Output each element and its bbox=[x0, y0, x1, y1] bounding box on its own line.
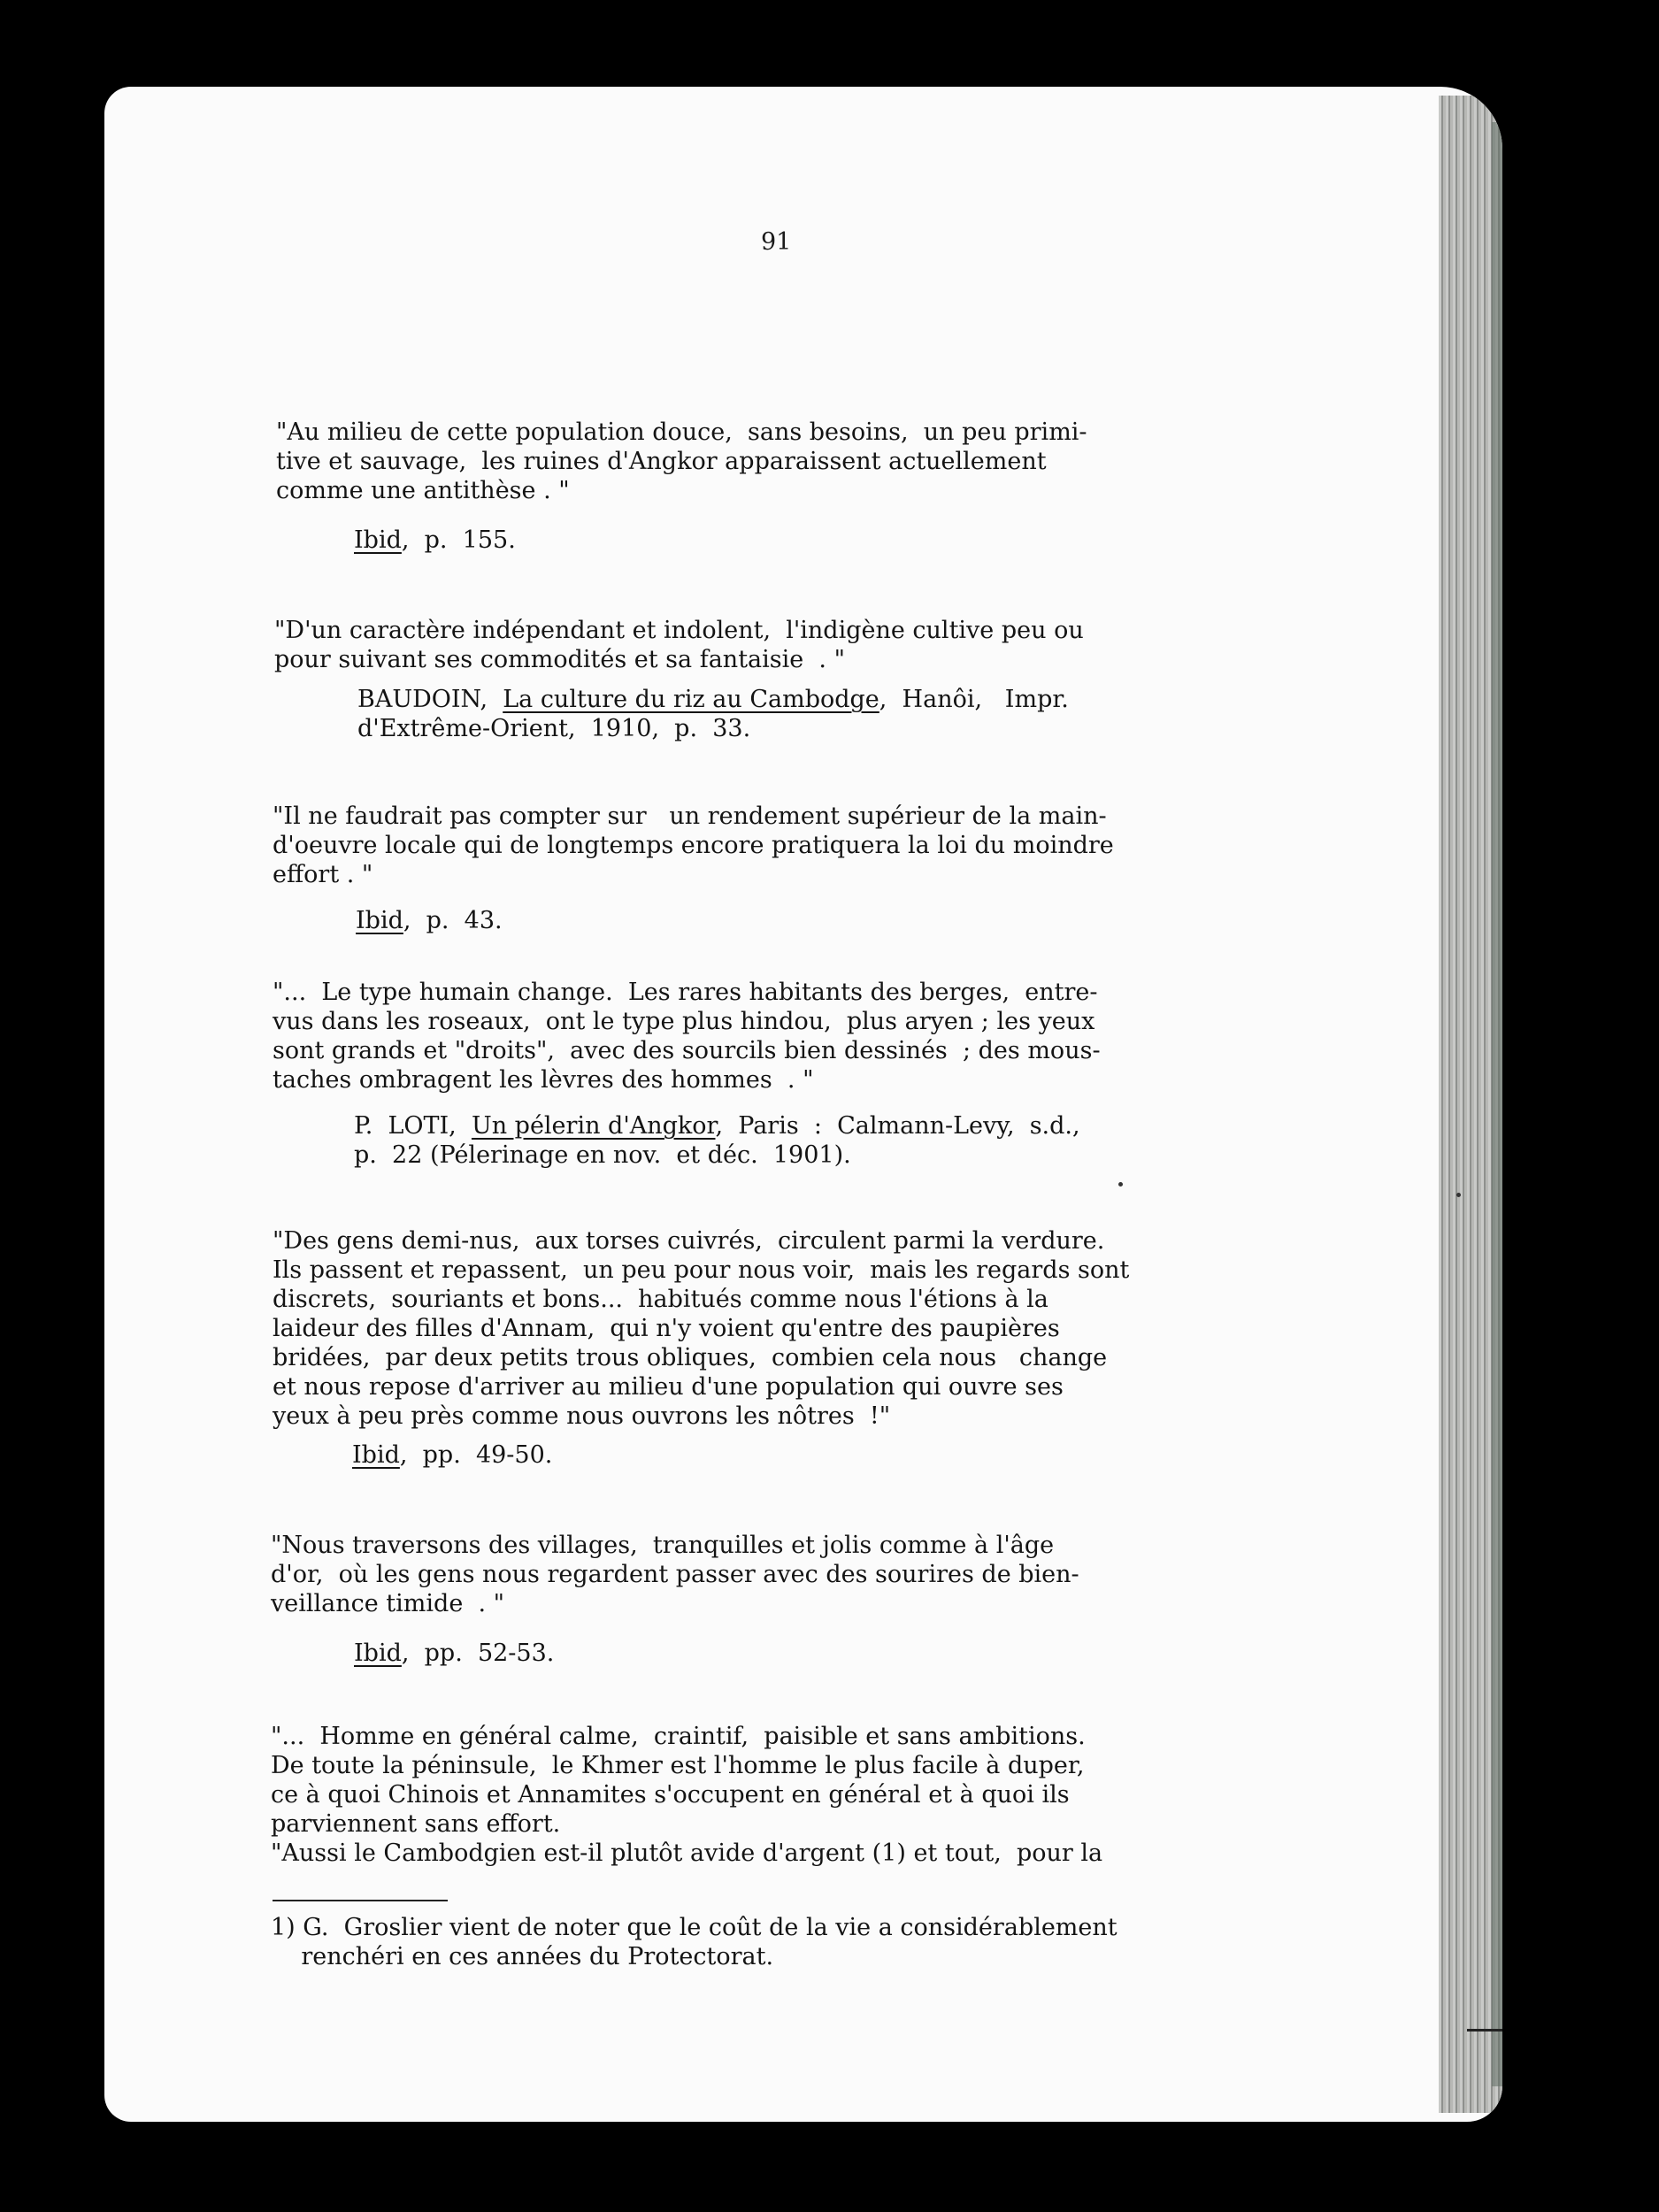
quotation-line: parviennent sans effort. bbox=[271, 1810, 561, 1838]
citation-author: BAUDOIN, bbox=[357, 686, 503, 713]
citation-line bbox=[357, 714, 1069, 743]
footnote-line: renchéri en ces années du Protectorat. bbox=[271, 1943, 774, 1970]
margin-mark bbox=[1467, 2029, 1502, 2032]
citation-details: , pp. 49-50. bbox=[399, 1441, 553, 1469]
quotation-line: comme une antithèse . " bbox=[276, 477, 570, 504]
citation bbox=[354, 1111, 1080, 1170]
citation-title: Ibid bbox=[354, 1640, 402, 1667]
quotation-line: "... Le type humain change. Les rares habitants des berges, entre- bbox=[273, 979, 1098, 1006]
citation-details: , p. 155. bbox=[401, 526, 516, 554]
citation-title: La culture du riz au Cambodge bbox=[503, 686, 879, 713]
quotation bbox=[274, 616, 1084, 674]
quotation-line: Ils passent et repassent, un peu pour nous voir, mais les regards sont bbox=[273, 1256, 1130, 1284]
quotation bbox=[271, 1722, 1102, 1868]
quotation-line: sont grands et "droits", avec des sourcils bien dessinés ; des mous- bbox=[273, 1037, 1101, 1064]
citation-line bbox=[354, 1111, 1080, 1141]
quotation-line: tive et sauvage, les ruines d'Angkor apparaissent actuellement bbox=[276, 448, 1047, 475]
citation-line bbox=[354, 1639, 554, 1668]
quotation-line: veillance timide . " bbox=[271, 1590, 505, 1617]
ink-speck bbox=[1118, 1182, 1123, 1187]
quotation-line: taches ombragent les lèvres des hommes . " bbox=[273, 1066, 814, 1094]
quotation-line: "Des gens demi-nus, aux torses cuivrés, circulent parmi la verdure. bbox=[273, 1227, 1105, 1255]
quotation bbox=[271, 1531, 1079, 1618]
quotation bbox=[276, 418, 1087, 505]
citation-title: Un pélerin d'Angkor bbox=[471, 1112, 716, 1140]
citation-title: Ibid bbox=[356, 907, 403, 934]
quotation bbox=[273, 1226, 1129, 1431]
citation-line bbox=[354, 526, 516, 555]
quotation-line: "Il ne faudrait pas compter sur un rendement supérieur de la main- bbox=[273, 803, 1107, 830]
quotation-line: bridées, par deux petits trous obliques, combien cela nous change bbox=[273, 1344, 1108, 1371]
quotation-line: d'oeuvre locale qui de longtemps encore pratiquera la loi du moindre bbox=[273, 832, 1114, 859]
quotation bbox=[273, 978, 1101, 1094]
citation-line bbox=[352, 1440, 552, 1470]
footnote-rule bbox=[273, 1900, 448, 1901]
citation-line bbox=[357, 685, 1069, 714]
citation-line bbox=[356, 906, 503, 935]
quotation-line: et nous repose d'arriver au milieu d'une population qui ouvre ses bbox=[273, 1373, 1064, 1401]
citation-title: Ibid bbox=[352, 1441, 400, 1469]
citation-details: , Hanôi, Impr. bbox=[879, 686, 1069, 713]
citation bbox=[356, 906, 503, 935]
quotation-line: "Nous traversons des villages, tranquilles et jolis comme à l'âge bbox=[271, 1532, 1055, 1559]
quotation-line: effort . " bbox=[273, 861, 373, 888]
quotation-line: ce à quoi Chinois et Annamites s'occupent en général et à quoi ils bbox=[271, 1781, 1070, 1809]
citation-author: P. LOTI, bbox=[354, 1112, 472, 1140]
quotation-line: De toute la péninsule, le Khmer est l'homme le plus facile à duper, bbox=[271, 1752, 1085, 1779]
citation bbox=[354, 1639, 554, 1668]
quotation-line: "... Homme en général calme, craintif, paisible et sans ambitions. bbox=[271, 1723, 1086, 1750]
quotation bbox=[273, 802, 1114, 889]
citation-details: , pp. 52-53. bbox=[401, 1640, 555, 1667]
page-stack-edge bbox=[1439, 96, 1502, 2113]
quotation-line: laideur des filles d'Annam, qui n'y voient qu'entre des paupières bbox=[273, 1315, 1060, 1342]
citation-details: d'Extrême-Orient, 1910, p. 33. bbox=[357, 715, 751, 742]
quotation-line: discrets, souriants et bons... habitués comme nous l'étions à la bbox=[273, 1286, 1048, 1313]
citation-details: , p. 43. bbox=[403, 907, 503, 934]
quotation-line: d'or, où les gens nous regardent passer avec des sourires de bien- bbox=[271, 1561, 1079, 1588]
citation-line bbox=[354, 1141, 1080, 1170]
citation-title: Ibid bbox=[354, 526, 402, 554]
quotation-line: pour suivant ses commodités et sa fantaisie . " bbox=[274, 646, 845, 673]
quotation-line: "D'un caractère indépendant et indolent, l'indigène cultive peu ou bbox=[274, 617, 1084, 644]
citation bbox=[357, 685, 1069, 743]
page-number: 91 bbox=[761, 228, 792, 256]
quotation-line: "Au milieu de cette population douce, sans besoins, un peu primi- bbox=[276, 419, 1087, 446]
footnote-line: 1) G. Groslier vient de noter que le coût de la vie a considérablement bbox=[271, 1914, 1118, 1941]
citation-details: , Paris : Calmann-Levy, s.d., bbox=[715, 1112, 1080, 1140]
citation bbox=[352, 1440, 552, 1470]
quotation-line: vus dans les roseaux, ont le type plus hindou, plus aryen ; les yeux bbox=[273, 1008, 1095, 1035]
ink-speck bbox=[1456, 1193, 1461, 1197]
quotation-line: yeux à peu près comme nous ouvrons les nôtres !" bbox=[273, 1402, 891, 1430]
citation-details: p. 22 (Pélerinage en nov. et déc. 1901). bbox=[354, 1141, 851, 1169]
quotation-line: "Aussi le Cambodgien est-il plutôt avide d'argent (1) et tout, pour la bbox=[271, 1839, 1103, 1867]
citation bbox=[354, 526, 516, 555]
